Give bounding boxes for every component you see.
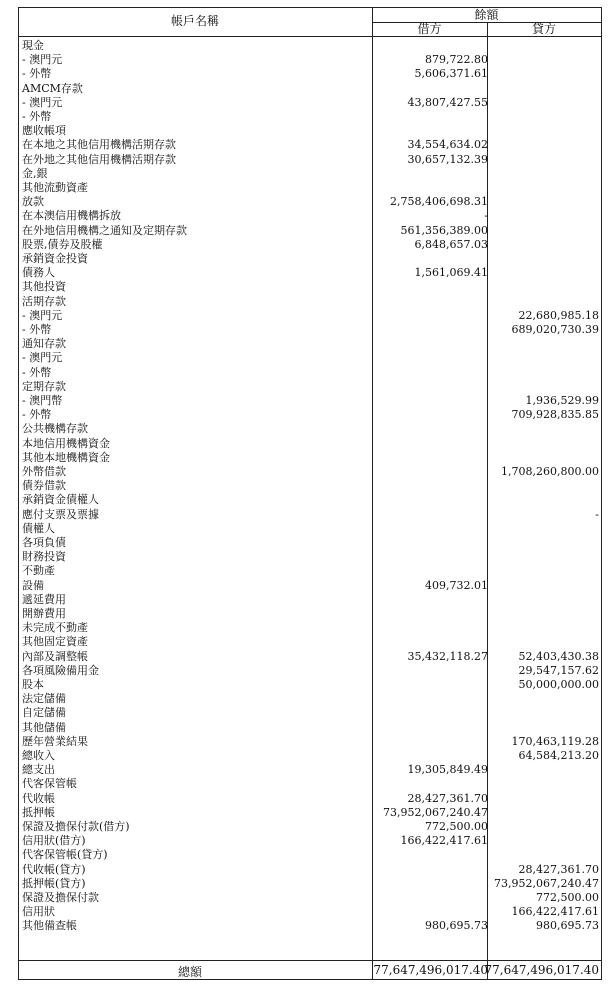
account-name: 其他儲備: [22, 720, 66, 734]
credit-header: 貸方: [531, 22, 556, 36]
account-name: 在外地信用機構之通知及定期存款: [22, 223, 187, 237]
ledger-row: [18, 96, 601, 109]
ledger-row: [18, 337, 601, 350]
account-name: 在本地之其他信用機構活期存款: [22, 138, 176, 152]
account-name: 保證及擔保付款(借方): [22, 820, 130, 833]
account-name: 未完成不動產: [22, 621, 88, 635]
debit-value: 6,848,657.03: [414, 237, 488, 251]
credit-value: 170,463,119.28: [511, 734, 599, 748]
ledger-row: [18, 394, 601, 407]
account-name: 不動產: [22, 564, 55, 578]
account-name: 金,銀: [22, 166, 48, 180]
account-name: 現金: [22, 39, 44, 52]
credit-value: 73,952,067,240.47: [494, 876, 599, 890]
account-name: 在本澳信用機構拆放: [22, 209, 121, 223]
ledger-row: [18, 366, 601, 379]
ledger-row: [18, 777, 601, 790]
ledger-row: [18, 195, 601, 208]
account-name: 承銷資金投資: [22, 252, 88, 265]
debit-value: 30,657,132.39: [407, 152, 488, 166]
debit-header: 借方: [417, 22, 442, 36]
ledger-row: [18, 153, 601, 166]
account-name: 其他流動資產: [22, 181, 88, 194]
credit-value: 22,680,985.18: [518, 308, 599, 322]
account-name: 各項風險備用金: [22, 663, 99, 677]
debit-value: 19,305,849.49: [407, 763, 488, 777]
ledger-row: [18, 564, 601, 577]
ledger-row: [18, 721, 601, 734]
total-row: [18, 961, 601, 979]
debit-value: 980,695.73: [425, 919, 488, 933]
ledger-row: [18, 167, 601, 180]
ledger-row: [18, 621, 601, 634]
account-name: 信用狀: [22, 905, 55, 919]
ledger-row: [18, 692, 601, 705]
ledger-row: [18, 806, 601, 819]
debit-value: 28,427,361.70: [407, 791, 488, 805]
balance-header: 餘額: [474, 8, 499, 22]
ledger-row: [18, 465, 601, 478]
account-name: - 外幣: [22, 67, 52, 81]
credit-value: 980,695.73: [536, 919, 599, 933]
debit-value: 2,758,406,698.31: [390, 195, 488, 209]
total-debit: 77,647,496,017.40: [373, 963, 488, 977]
ledger-row: [18, 749, 601, 762]
account-name: - 澳門元: [22, 351, 63, 365]
ledger-row: [18, 408, 601, 421]
total-label: 總額: [178, 965, 203, 979]
account-name: 股本: [22, 678, 44, 691]
account-name: 設備: [22, 578, 44, 592]
ledger-row: [18, 224, 601, 237]
account-name: 代客保管帳: [22, 777, 77, 791]
ledger-row: [18, 110, 601, 123]
account-name: 股票,債券及股權: [22, 237, 103, 251]
ledger-row: [18, 53, 601, 66]
credit-value: 28,427,361.70: [518, 862, 599, 876]
ledger-row: [18, 536, 601, 549]
credit-value: 64,584,213.20: [518, 749, 599, 762]
debit-value: 1,561,069.41: [414, 266, 488, 280]
account-name: 財務投資: [22, 550, 66, 564]
ledger-row: [18, 820, 601, 833]
credit-value: -: [595, 507, 599, 521]
credit-value: 29,547,157.62: [518, 663, 599, 677]
ledger-row: [18, 479, 601, 492]
debit-value: 879,722.80: [425, 53, 488, 67]
account-name: - 澳門元: [22, 53, 63, 67]
ledger-row: [18, 848, 601, 861]
credit-value: 1,708,260,800.00: [501, 465, 599, 478]
ledger-row: [18, 138, 601, 151]
account-name: 其他投資: [22, 280, 66, 294]
account-name: 各項負債: [22, 536, 66, 549]
account-name: 其他固定資產: [22, 635, 88, 649]
ledger-row: [18, 919, 601, 932]
right-border: [601, 7, 602, 979]
account-name: 信用狀(借方): [22, 834, 86, 848]
account-name: 通知存款: [22, 337, 66, 351]
account-name: 開辦費用: [22, 607, 66, 620]
ledger-row: [18, 579, 601, 592]
ledger-row: [18, 351, 601, 364]
account-name: 抵押帳(貸方): [22, 876, 86, 890]
ledger-row: [18, 550, 601, 563]
account-name: 應收帳項: [22, 124, 66, 138]
ledger-row: [18, 209, 601, 222]
debit-value: 43,807,427.55: [407, 95, 488, 109]
debit-value: 772,500.00: [425, 820, 488, 833]
account-name: 抵押帳: [22, 805, 55, 819]
ledger-row: [18, 67, 601, 80]
ledger-row: [18, 252, 601, 265]
credit-value: 166,422,417.61: [511, 905, 599, 919]
account-name: 定期存款: [22, 379, 66, 393]
account-name: 債券借款: [22, 479, 66, 493]
credit-value: 1,936,529.99: [525, 394, 599, 407]
debit-value: 5,606,371.61: [414, 67, 488, 81]
ledger-row: [18, 181, 601, 194]
ledger-row: [18, 323, 601, 336]
ledger-row: [18, 891, 601, 904]
account-name: 公共機構存款: [22, 422, 88, 436]
account-name: 總收入: [22, 749, 55, 762]
account-name: 代收帳: [22, 791, 55, 805]
ledger-row: [18, 508, 601, 521]
account-name: 外幣借款: [22, 465, 66, 478]
account-name: - 外幣: [22, 408, 52, 422]
ledger-row: [18, 593, 601, 606]
account-name: 代客保管帳(貸方): [22, 848, 108, 862]
ledger-row: [18, 422, 601, 435]
ledger-row: [18, 39, 601, 52]
credit-value: 50,000,000.00: [518, 678, 599, 691]
credit-value: 709,928,835.85: [511, 408, 599, 422]
account-name: 總支出: [22, 763, 55, 777]
account-name: - 澳門元: [22, 308, 63, 322]
ledger-row: [18, 664, 601, 677]
account-name: 承銷資金債權人: [22, 493, 99, 507]
ledger-row: [18, 735, 601, 748]
account-name: - 外幣: [22, 110, 52, 123]
ledger-row: [18, 437, 601, 450]
account-name: 內部及調整帳: [22, 649, 88, 663]
credit-value: 772,500.00: [536, 891, 599, 904]
ledger-row: [18, 877, 601, 890]
account-name: 放款: [22, 195, 44, 209]
ledger-row: [18, 380, 601, 393]
account-name: - 澳門幣: [22, 394, 63, 407]
ledger-row: [18, 863, 601, 876]
account-name-header: 帳戶名稱: [170, 14, 219, 28]
account-name: - 外幣: [22, 365, 52, 379]
bottom-border: [18, 979, 602, 980]
account-name: - 外幣: [22, 323, 52, 336]
ledger-row: [18, 238, 601, 251]
ledger-row: [18, 493, 601, 506]
account-name: 本地信用機構資金: [22, 436, 110, 450]
account-name: 在外地之其他信用機構活期存款: [22, 152, 176, 166]
debit-value: 35,432,118.27: [407, 649, 488, 663]
debit-value: -: [484, 209, 488, 223]
account-name: 代收帳(貸方): [22, 862, 86, 876]
account-name: AMCM存款: [22, 81, 83, 95]
account-name: 其他本地機構資金: [22, 450, 110, 464]
ledger-row: [18, 266, 601, 279]
ledger-row: [18, 650, 601, 663]
debit-value: 166,422,417.61: [400, 834, 488, 848]
ledger-row: [18, 82, 601, 95]
debit-value: 561,356,389.00: [400, 223, 488, 237]
account-name: 保證及擔保付款: [22, 891, 99, 904]
account-name: 債務人: [22, 266, 55, 280]
account-name: 歷年營業結果: [22, 734, 88, 748]
ledger-row: [18, 706, 601, 719]
account-name: 自定儲備: [22, 706, 66, 720]
account-name: - 澳門元: [22, 95, 63, 109]
credit-value: 52,403,430.38: [518, 649, 599, 663]
ledger-row: [18, 905, 601, 918]
debit-value: 34,554,634.02: [407, 138, 488, 152]
account-name: 活期存款: [22, 294, 66, 308]
ledger-row: [18, 522, 601, 535]
credit-value: 689,020,730.39: [511, 323, 599, 336]
ledger-row: [18, 451, 601, 464]
ledger-row: [18, 834, 601, 847]
ledger-row: [18, 635, 601, 648]
debit-value: 73,952,067,240.47: [383, 805, 488, 819]
total-credit: 77,647,496,017.40: [484, 963, 599, 977]
ledger-row: [18, 309, 601, 322]
ledger-row: [18, 792, 601, 805]
ledger-row: [18, 280, 601, 293]
account-name: 債權人: [22, 521, 55, 535]
ledger-row: [18, 124, 601, 137]
ledger-row: [18, 763, 601, 776]
account-name: 應付支票及票據: [22, 507, 99, 521]
debit-value: 409,732.01: [425, 578, 488, 592]
ledger-row: [18, 607, 601, 620]
account-name: 法定儲備: [22, 692, 66, 706]
ledger-row: [18, 678, 601, 691]
account-name: 遞延費用: [22, 592, 66, 606]
account-name: 其他備查帳: [22, 919, 77, 933]
ledger-row: [18, 295, 601, 308]
